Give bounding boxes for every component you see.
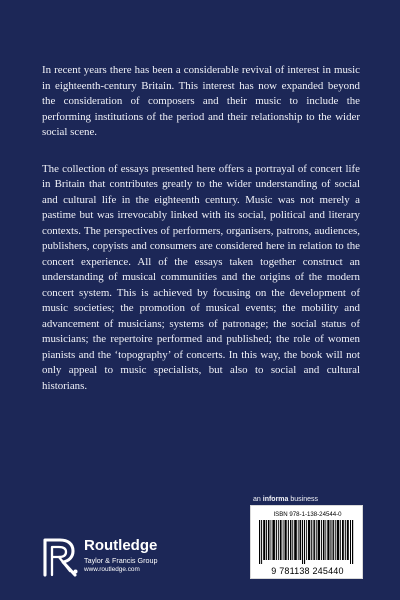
informa-brand: informa xyxy=(262,496,289,503)
isbn-label: ISBN 978-1-138-24544-0 xyxy=(273,511,342,518)
informa-suffix: business xyxy=(290,496,319,503)
publisher-group: Taylor & Francis Group xyxy=(84,556,158,565)
blurb-text xyxy=(42,63,360,415)
barcode-number: 9 781138 245440 xyxy=(271,566,344,576)
barcode-graphic xyxy=(259,520,356,564)
informa-prefix: an xyxy=(253,496,261,503)
publisher-url: www.routledge.com xyxy=(84,566,140,573)
routledge-r-logo-icon xyxy=(42,536,78,578)
blurb-paragraph-2: The collection of essays presented here offers a portrayal of concert life in Britain that contributes greatly to the wider understanding of social and cultural life in the eighteenth century. Music was not merely a pastime but was irrevocably linked with its social, political and literary contexts. The perspectives of performers, organisers, patrons, audiences, publishers, copyists and consumers are considered here in relation to the concert experience. All of the essays taken together construct an understanding of musical communities and the origins of the modern concert system. This is achieved by focusing on the development of music societies; the promotion of musical events; the mobility and advancement of musicians; systems of patronage; the social status of musicians; the repertoire performed and published; the role of women pianists and the ‘topography’ of concerts. In this way, the book will not only appeal to music specialists, but also to social and cultural historians. xyxy=(42,162,360,392)
blurb-paragraph-1: In recent years there has been a considerable revival of interest in music in eighteenth-century Britain. This interest has now expanded beyond the consideration of composers and their music to include the performing institutions of the period and their relationship to the wider social scene. xyxy=(42,64,360,138)
publisher-name: Routledge xyxy=(84,537,158,554)
routledge-logo-block xyxy=(42,536,212,580)
informa-business-tag xyxy=(253,496,318,503)
isbn-barcode-box xyxy=(250,505,363,579)
